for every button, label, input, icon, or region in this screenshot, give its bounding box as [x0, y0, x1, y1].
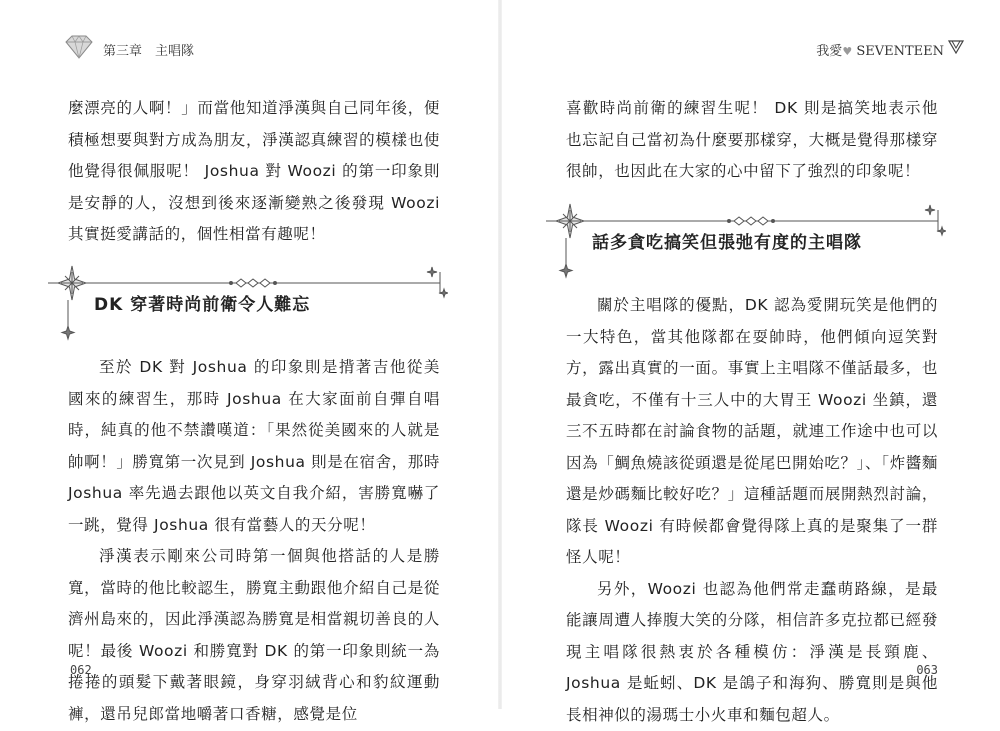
paragraph: 淨漢表示剛來公司時第一個與他搭話的人是勝寬，當時的他比較認生，勝寬主動跟他介紹自己是從濟州島來的，因此淨漢認為勝寬是相當親切善良的人呢！最後 Woozi 和勝寬對 DK 的第一印象則統一為捲捲的頭髮下戴著眼鏡，身穿羽絨背心和豹紋運動褲，還吊兒郎當地嚼著口香糖，感覺是位: [68, 541, 440, 730]
heart-icon: ♥: [842, 45, 852, 58]
page-number: 062: [70, 663, 92, 677]
right-page: [502, 0, 1000, 709]
paragraph: 另外，Woozi 也認為他們常走蠢萌路線，是最能讓周遭人捧腹大笑的分隊，相信許多克拉都已經發現主唱隊很熱衷於各種模仿：淨漢是長頸鹿、Joshua 是蚯蚓、DK 是鴿子和海狗、勝寬則是與他長相神似的湯瑪士小火車和麵包超人。: [566, 574, 938, 731]
section-title: DK 穿著時尚前衛令人難忘: [94, 290, 310, 315]
section-header: [48, 262, 448, 344]
section-title: 話多貪吃搞笑但張弛有度的主唱隊: [592, 228, 862, 253]
running-head-book: [816, 40, 944, 59]
running-head-suffix: SEVENTEEN: [852, 44, 944, 59]
section-body: [68, 352, 440, 730]
left-page: [0, 0, 498, 709]
paragraph: 麼漂亮的人啊！」而當他知道淨漢與自己同年後，便積極想要與對方成為朋友，淨漢認真練習的模樣也使他覺得很佩服呢！ Joshua 對 Woozi 的第一印象則是安靜的人，沒想到後來逐漸變熟之後發現 Woozi 其實挺愛講話的，個性相當有趣呢！: [68, 93, 440, 251]
intro-text: [566, 93, 938, 188]
running-head-chapter: 第三章 主唱隊: [103, 40, 194, 59]
diamond-icon: [62, 34, 96, 60]
paragraph: 喜歡時尚前衛的練習生呢！ DK 則是搞笑地表示他也忘記自己當初為什麼要那樣穿，大概是覺得那樣穿很帥，也因此在大家的心中留下了強烈的印象呢！: [566, 93, 938, 188]
page-number: 063: [916, 663, 938, 677]
running-head-prefix: 我愛: [816, 44, 842, 59]
v-shape-icon: [948, 40, 964, 54]
paragraph: 關於主唱隊的優點，DK 認為愛開玩笑是他們的一大特色，當其他隊都在耍帥時，他們傾向逗笑對方，露出真實的一面。事實上主唱隊不僅話最多，也最貪吃，不僅有十三人中的大胃王 Woozi 坐鎮，還三不五時都在討論食物的話題，就連工作途中也可以因為「鯛魚燒該從頭還是從尾巴開始吃？」、「炸醬麵還是炒碼麵比較好吃？」這種話題而展開熱烈討論，隊長 Woozi 有時候都會覺得隊上真的是聚集了一群怪人呢！: [566, 290, 938, 574]
intro-text: [68, 93, 440, 251]
paragraph: 至於 DK 對 Joshua 的印象則是揹著吉他從美國來的練習生，那時 Joshua 在大家面前自彈自唱時，純真的他不禁讚嘆道：「果然從美國來的人就是帥啊！」勝寬第一次見到 Joshua 則是在宿舍，那時 Joshua 率先過去跟他以英文自我介紹，害勝寬嚇了一跳，覺得 Joshua 很有當藝人的天分呢！: [68, 352, 440, 541]
section-header: [546, 200, 946, 282]
section-body: [566, 290, 938, 731]
